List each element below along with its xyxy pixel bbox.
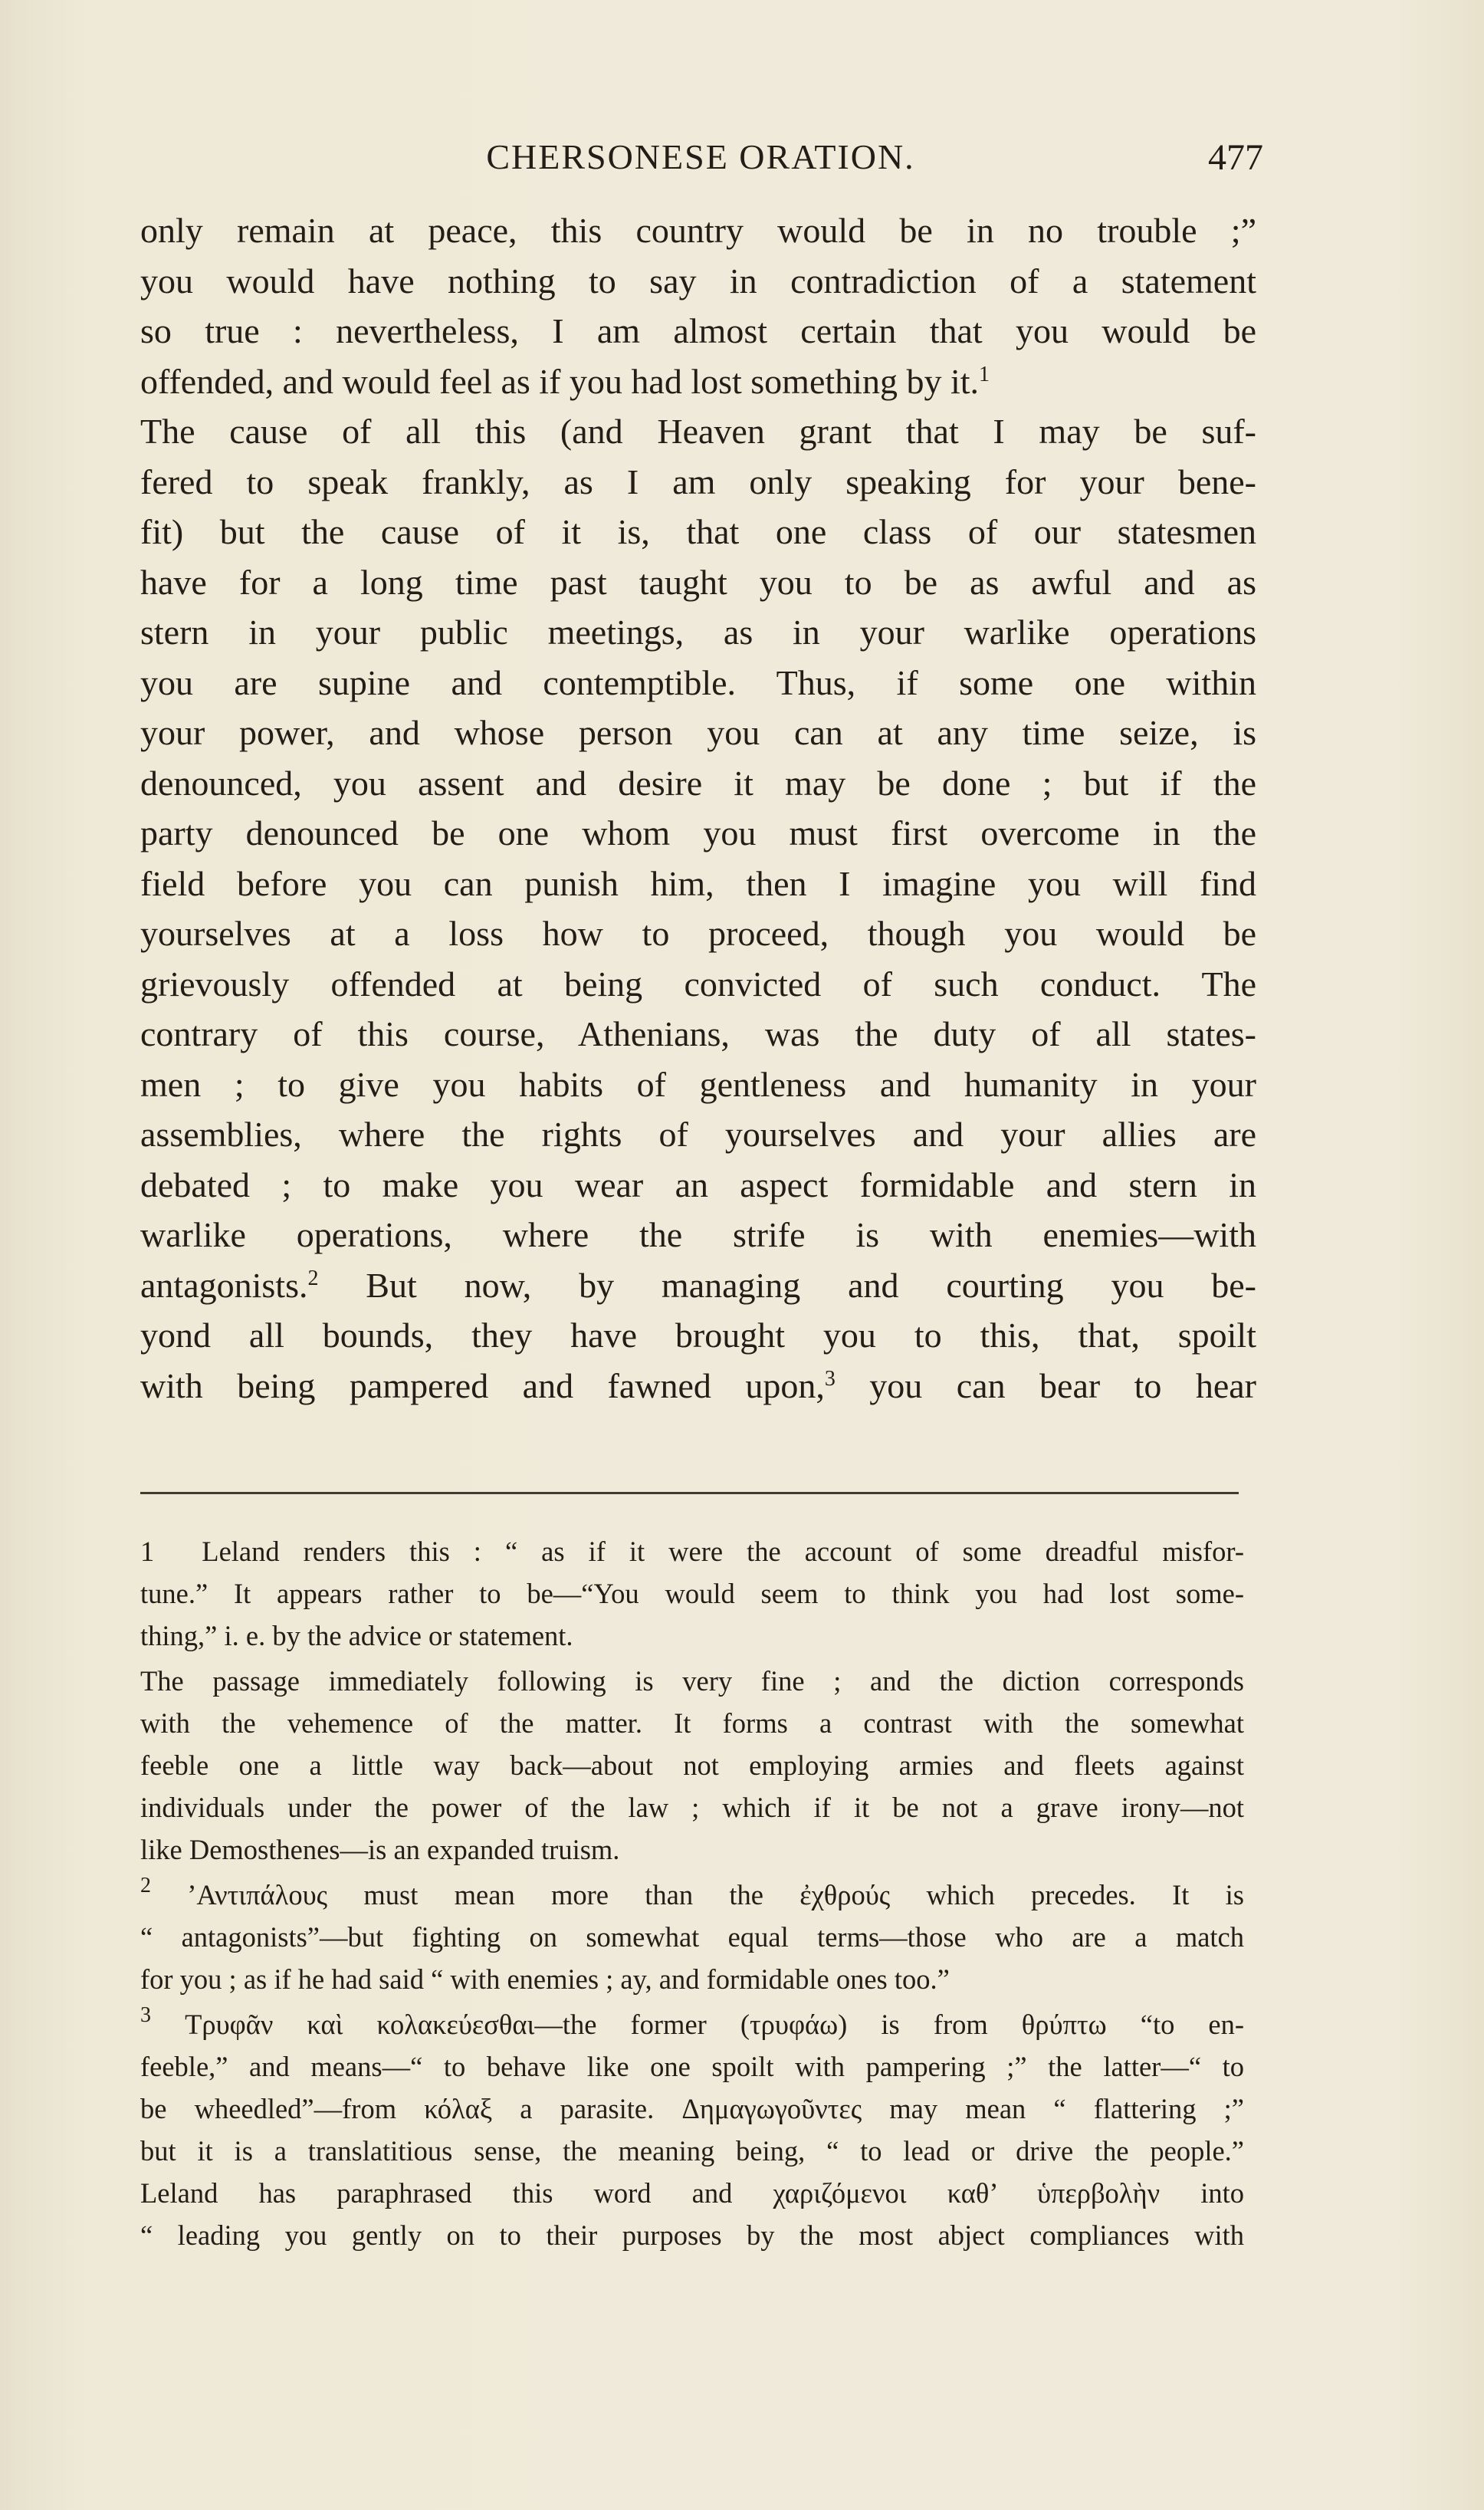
- text-line: you are supine and contemptible. Thus, if some one within: [140, 662, 1256, 702]
- footnote-divider: [140, 1492, 1239, 1494]
- text-line: you would have nothing to say in contradiction of a statement: [140, 261, 1256, 301]
- text-line: stern in your public meetings, as in your warlike operations: [140, 613, 1256, 652]
- footnote-line: for you ; as if he had said “ with enemies ; ay, and formidable ones too.”: [140, 1963, 950, 1995]
- text-line: your power, and whose person you can at any time seize, is: [140, 713, 1256, 752]
- text-line: fit) but the cause of it is, that one class of our statesmen: [140, 512, 1256, 551]
- footnote-line: feeble one a little way back—about not employing armies and fleets against: [140, 1749, 1244, 1781]
- footnote-text: Leland renders this : “ as if it were the account of some dreadful misfor-: [202, 1536, 1244, 1567]
- footnote-line: [140, 2003, 1244, 2045]
- footnote-line: “ leading you gently on to their purposes by the most abject compliances with: [140, 2219, 1244, 2251]
- page-header: [138, 130, 1263, 184]
- running-title: CHERSONESE ORATION.: [486, 137, 915, 176]
- footnote-ref-3: 3: [824, 1366, 836, 1391]
- footnote-line: “ antagonists”—but fighting on somewhat equal terms—those who are a match: [140, 1921, 1244, 1953]
- footnote-line: with the vehemence of the matter. It forms a contrast with the somewhat: [140, 1707, 1244, 1739]
- text-line: yourselves at a loss how to proceed, though you would be: [140, 914, 1256, 953]
- footnote-line: but it is a translatitious sense, the meaning being, “ to lead or drive the people.”: [140, 2135, 1244, 2167]
- page-number: 477: [1208, 137, 1263, 178]
- text-line: warlike operations, where the strife is with enemies—with: [140, 1215, 1256, 1254]
- footnote-line: like Demosthenes—is an expanded truism.: [140, 1834, 620, 1865]
- text-line: assemblies, where the rights of yourselves and your allies are: [140, 1115, 1256, 1154]
- footnote-number-1: 1: [140, 1536, 155, 1567]
- footnote-ref-2: 2: [307, 1266, 319, 1290]
- footnote-line: be wheedled”—from κόλαξ a parasite. Δημαγωγοῦντες may mean “ flattering ;”: [140, 2093, 1244, 2124]
- footnote-line: [140, 1874, 1244, 1916]
- footnote-line: tune.” It appears rather to be—“You would seem to think you had lost some-: [140, 1578, 1244, 1609]
- main-text: [140, 205, 1256, 1411]
- text-line-content: offended, and would feel as if you had lost something by it.: [140, 361, 980, 401]
- text-line: so true : nevertheless, I am almost certain that you would be: [140, 311, 1256, 350]
- text-line: field before you can punish him, then I imagine you will find: [140, 863, 1256, 903]
- text-line: men ; to give you habits of gentleness and humanity in your: [140, 1064, 1256, 1104]
- footnote-text: Τρυφᾶν καὶ κολακεύεσθαι—the former (τρυφάω) is from θρύπτω “to en-: [185, 2009, 1244, 2040]
- footnote-text: ’Αντιπάλους must mean more than the ἐχθρούς which precedes. It is: [187, 1879, 1244, 1910]
- text-line: party denounced be one whom you must first overcome in the: [140, 813, 1256, 853]
- footnote-ref-1: 1: [979, 362, 990, 386]
- footnote-line: feeble,” and means—“ to behave like one spoilt with pampering ;” the latter—“ to: [140, 2051, 1244, 2082]
- footnote-number-3: 3: [140, 2003, 151, 2027]
- text-line-content: with being pampered and fawned upon,: [140, 1365, 825, 1405]
- footnote-line: The passage immediately following is very fine ; and the diction corresponds: [140, 1665, 1244, 1697]
- footnote-line: thing,” i. e. by the advice or statement.: [140, 1620, 573, 1651]
- footnotes: [140, 1530, 1244, 2256]
- text-line: debated ; to make you wear an aspect formidable and stern in: [140, 1165, 1256, 1204]
- text-line: [140, 356, 1256, 407]
- text-line: [140, 1260, 1256, 1311]
- text-line: yond all bounds, they have brought you to this, that, spoilt: [140, 1316, 1256, 1355]
- text-line-content: you can bear to hear: [869, 1365, 1256, 1405]
- text-line: only remain at peace, this country would be in no trouble ;”: [140, 211, 1256, 250]
- footnote-number-2: 2: [140, 1874, 151, 1897]
- text-line: [140, 1361, 1256, 1411]
- text-line-content: antagonists.: [140, 1265, 308, 1305]
- footnote-line: [140, 1530, 1244, 1572]
- footnote-line: Leland has paraphrased this word and χαριζόμενοι καθ’ ὑπερβολὴν into: [140, 2177, 1244, 2209]
- text-line: grievously offended at being convicted of such conduct. The: [140, 964, 1256, 1004]
- text-line: have for a long time past taught you to be as awful and as: [140, 562, 1256, 602]
- footnote-line: individuals under the power of the law ; which if it be not a grave irony—not: [140, 1792, 1244, 1823]
- text-line-content: But now, by managing and courting you be-: [366, 1265, 1256, 1305]
- text-line: contrary of this course, Athenians, was the duty of all states-: [140, 1014, 1256, 1053]
- text-line: The cause of all this (and Heaven grant that I may be suf-: [140, 412, 1256, 451]
- text-line: fered to speak frankly, as I am only speaking for your bene-: [140, 462, 1256, 501]
- text-line: denounced, you assent and desire it may be done ; but if the: [140, 763, 1256, 803]
